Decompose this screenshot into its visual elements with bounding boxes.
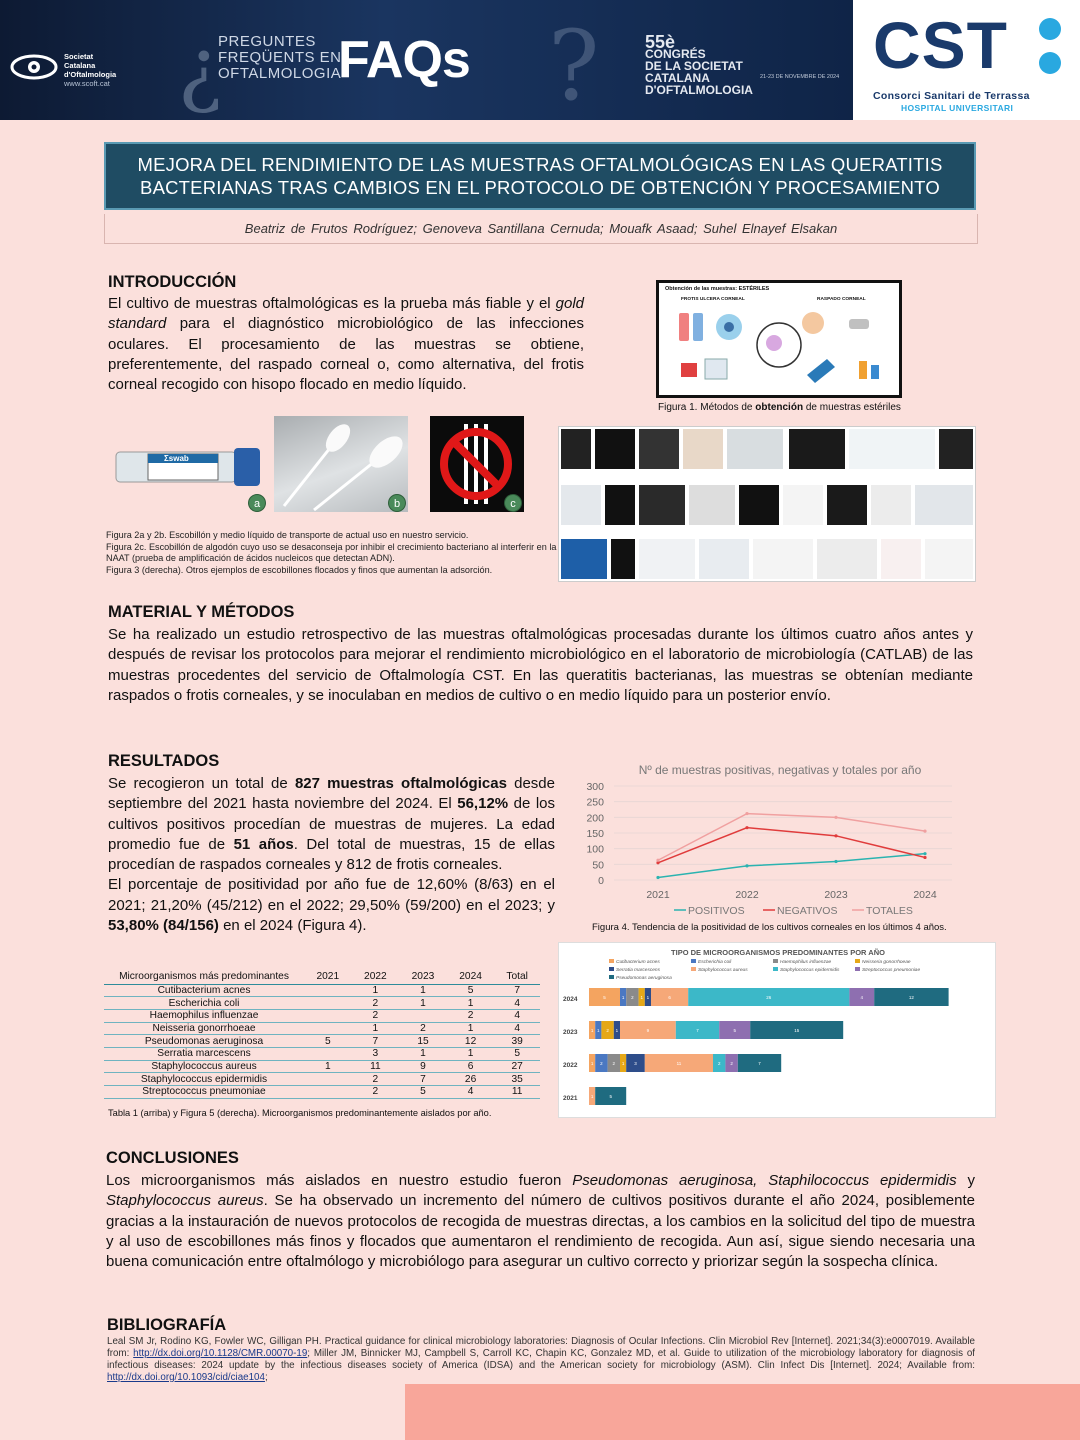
congress-banner (0, 0, 853, 120)
faq-line: FREQÜENTS EN (218, 49, 342, 66)
society-line: Catalana (64, 61, 96, 70)
count-cell: 7 (352, 1035, 400, 1048)
bar-value-label: 3 (634, 1061, 637, 1066)
count-cell: 27 (494, 1060, 540, 1073)
y-tick-label: 150 (586, 828, 604, 840)
count-cell (304, 997, 352, 1010)
data-point (923, 852, 926, 855)
data-point (923, 830, 926, 833)
bar-value-label: 1 (590, 1094, 594, 1099)
legend-label: Neisseria gonorrhoeae (862, 960, 911, 965)
table-header-row (104, 970, 540, 984)
fig-tag-b: b (388, 494, 406, 512)
count-cell (304, 1073, 352, 1086)
legend-swatch (609, 967, 614, 971)
organism-name-cell: Cutibacterium acnes (104, 984, 304, 997)
faq-subtitle (218, 34, 342, 82)
table-caption: Tabla 1 (arriba) y Figura 5 (derecha). Microorganismos predominantemente aislados por año. (108, 1108, 492, 1118)
count-cell: 5 (494, 1047, 540, 1060)
count-cell: 1 (352, 1022, 400, 1035)
count-cell: 9 (399, 1060, 447, 1073)
fig2-caption-line: Figura 2c. Escobillón de algodón cuyo uso se desaconseja por inhibir el crecimiento bacteriano al interferir en la NAAT (prueba de amplificación de ácidos nucleicos que detectan ADN). (106, 541, 557, 563)
count-cell: 4 (494, 1009, 540, 1022)
data-point (745, 826, 748, 829)
y-tick-label: 300 (586, 781, 604, 793)
conclusions-heading: CONCLUSIONES (106, 1149, 239, 1167)
data-point (745, 864, 748, 867)
figure-2c-cotton-swab (430, 416, 524, 512)
fig1-label-right: RASPADO CORNEAL (817, 297, 866, 302)
data-point (834, 860, 837, 863)
chart-title: Nº de muestras positivas, negativas y totales por año (638, 763, 922, 777)
authors: Beatriz de Frutos Rodríguez; Genoveva Santillana Cernuda; Mouafk Asaad; Suhel Elnayef Elsakan (244, 221, 838, 236)
bar-value-label: 7 (758, 1061, 761, 1066)
fig2-caption (106, 530, 558, 576)
count-cell: 1 (447, 1047, 495, 1060)
legend-swatch (691, 967, 696, 971)
series-line (658, 814, 925, 861)
swab-catalog-image (559, 427, 977, 583)
y-tick-label: 250 (586, 796, 604, 809)
bar-value-label: 1 (597, 1028, 600, 1033)
count-cell: 1 (399, 997, 447, 1010)
y-tick-label: 100 (586, 843, 604, 856)
figure-1 (656, 280, 902, 398)
swab-tube-image (110, 442, 266, 510)
fig1-caption: Figura 1. Métodos de obtención de muestras estériles (658, 402, 901, 413)
bar-value-label: 12 (908, 995, 914, 1000)
count-cell: 5 (399, 1086, 447, 1099)
footer-decor-band (405, 1384, 1080, 1440)
bar-value-label: 1 (615, 1028, 619, 1033)
legend-label: Cutibacterium acnes (616, 960, 660, 965)
fig2-caption-line: Figura 2a y 2b. Escobillón y medio líquido de transporte de actual uso en nuestro servicio. (106, 530, 469, 540)
data-point (656, 859, 659, 862)
microorganism-stacked-bar-chart (558, 942, 996, 1118)
fig-tag-a: a (248, 494, 266, 512)
bar-value-label: 5 (603, 995, 606, 1000)
figure-3-swab-catalog (558, 426, 976, 582)
table-row (104, 1047, 540, 1060)
data-point (834, 816, 837, 819)
results-paragraph: Se recogieron un total de 827 muestras oftalmológicas desde septiembre del 2021 hasta noviembre del 2024. El 56,12% de los cultivos positivos procedían de muestras de mujeres. La edad promedio fue de 51 años. Del total de muestras, 15 de ellas procedían de raspados corneales y 812 de frotis corneales. (108, 775, 555, 874)
bar-value-label: 2 (730, 1061, 733, 1066)
poster-title (104, 142, 976, 210)
count-cell: 26 (447, 1073, 495, 1086)
category-label: 2024 (563, 996, 578, 1003)
reference-text: Leal SM Jr, Rodino KG, Fowler WC, Gilligan PH. Practical guidance for clinical microbiology laboratories: Diagnosis of Ocular Infections. Clin Microbiol Rev [Internet]. 2021;34(3):e0007019. Available from: (107, 1336, 975, 1359)
bar-value-label: 1 (590, 1028, 594, 1033)
flocked-swab-image (274, 416, 408, 512)
hospital-logo (853, 0, 1080, 120)
count-cell: 1 (447, 997, 495, 1010)
fig1-illustration (659, 283, 899, 395)
table-row (104, 997, 540, 1010)
table-header: 2022 (352, 970, 400, 984)
count-cell (399, 1009, 447, 1022)
category-label: 2023 (563, 1029, 578, 1036)
x-tick-label: 2022 (735, 889, 759, 901)
question-mark-decor: ¿ (178, 22, 222, 117)
y-tick-label: 0 (598, 875, 604, 887)
count-cell: 39 (494, 1035, 540, 1048)
microorganisms-table (104, 970, 540, 1099)
organism-name-cell: Staphylococcus epidermidis (104, 1073, 304, 1086)
figure-2b-swabs (274, 416, 408, 512)
data-point (923, 856, 926, 859)
table-row (104, 1009, 540, 1022)
methods-heading: MATERIAL Y MÉTODOS (108, 603, 295, 621)
table-row (104, 1073, 540, 1086)
title-line: BACTERIANAS TRAS CAMBIOS EN EL PROTOCOLO DE OBTENCIÓN Y PROCESAMIENTO (140, 177, 940, 198)
bibliography-text (107, 1336, 975, 1384)
count-cell: 11 (352, 1060, 400, 1073)
fig1-label-left: FROTIS ULCERA CORNEAL (681, 297, 745, 302)
bar-value-label: 9 (646, 1028, 650, 1033)
table-row (104, 984, 540, 997)
organism-name-cell: Streptococcus pneumoniae (104, 1086, 304, 1099)
hospital-name: Consorci Sanitari de Terrassa (873, 90, 1030, 102)
data-point (834, 834, 837, 837)
bar-value-label: 7 (696, 1028, 699, 1033)
count-cell: 2 (447, 1009, 495, 1022)
count-cell: 12 (447, 1035, 495, 1048)
bar-value-label: 6 (668, 995, 671, 1000)
y-tick-label: 200 (586, 812, 604, 825)
count-cell: 1 (352, 984, 400, 997)
table-header: Total (494, 970, 540, 984)
congress-title (645, 32, 753, 97)
count-cell: 4 (494, 1022, 540, 1035)
count-cell: 1 (399, 1047, 447, 1060)
count-cell: 6 (447, 1060, 495, 1073)
y-tick-label: 50 (592, 859, 604, 872)
intro-heading: INTRODUCCIÓN (108, 273, 237, 291)
count-cell: 35 (494, 1073, 540, 1086)
data-point (656, 876, 659, 879)
bar-value-label: 15 (794, 1028, 800, 1033)
hospital-subtitle: HOSPITAL UNIVERSITARI (901, 103, 1014, 113)
table-row (104, 1060, 540, 1073)
fig1-inner-title: Obtención de las muestras: ESTÉRILES (665, 286, 770, 292)
organism-name-cell: Pseudomonas aeruginosa (104, 1035, 304, 1048)
table-header: 2021 (304, 970, 352, 984)
legend-swatch (609, 959, 614, 963)
bar-value-label: 5 (609, 1094, 612, 1099)
positivity-line-chart (582, 760, 978, 920)
legend-label: Streptococcus pneumoniae (862, 968, 921, 973)
reference-link[interactable]: http://dx.doi.org/10.1093/cid/ciae104 (107, 1372, 265, 1383)
fig4-caption: Figura 4. Tendencia de la positividad de los cultivos corneales en los últimos 4 años. (592, 922, 947, 933)
category-label: 2021 (563, 1095, 578, 1102)
hospital-logo-letters: CST (873, 8, 1008, 82)
count-cell (304, 984, 352, 997)
bar-value-label: 2 (606, 1028, 609, 1033)
bibliography-heading: BIBLIOGRAFÍA (107, 1316, 227, 1334)
logo-dot (1039, 18, 1061, 40)
count-cell: 5 (304, 1035, 352, 1048)
legend-label: TOTALES (866, 905, 913, 917)
logo-dot (1039, 52, 1061, 74)
faq-line: OFTALMOLOGIA (218, 65, 342, 82)
legend-swatch (855, 967, 860, 971)
chart-title: TIPO DE MICROORGANISMOS PREDOMINANTES POR AÑO (671, 948, 885, 957)
bar-value-label: 1 (621, 995, 625, 1000)
category-label: 2022 (563, 1062, 578, 1069)
count-cell: 7 (494, 984, 540, 997)
reference-link[interactable]: http://dx.doi.org/10.1128/CMR.00070-19 (133, 1348, 308, 1359)
table-row (104, 1022, 540, 1035)
results-text (108, 774, 555, 936)
legend-label: Pseudomonas aeruginosa (616, 976, 672, 981)
society-name (64, 52, 116, 88)
bar-value-label: 1 (640, 995, 643, 1000)
congress-line: CONGRÉS (645, 47, 706, 61)
bar-value-label: 2 (612, 1061, 616, 1066)
count-cell (304, 1009, 352, 1022)
x-tick-label: 2024 (913, 889, 937, 901)
count-cell: 4 (447, 1086, 495, 1099)
bar-value-label: 1 (621, 1061, 625, 1066)
organism-name-cell: Escherichia coli (104, 997, 304, 1010)
legend-label: Staphylococcus epidermidis (780, 968, 840, 973)
legend-label: Escherichia coli (698, 960, 732, 965)
authors-row (104, 214, 978, 244)
series-line (658, 854, 925, 878)
bar-value-label: 2 (631, 995, 634, 1000)
table-header: 2024 (447, 970, 495, 984)
question-mark-decor: ? (548, 10, 600, 120)
intro-text: El cultivo de muestras oftalmológicas es la prueba más fiable y el gold standard para el diagnóstico microbiológico de las infecciones oculares. El procesamiento de las muestras se obtiene, preferentemente, del raspado corneal o, como alternativa, del frotis corneal recogido con hisopo flocado en medio líquido. (108, 295, 584, 394)
count-cell: 1 (304, 1060, 352, 1073)
congress-line: CATALANA (645, 71, 710, 85)
bar-value-label: 5 (733, 1028, 736, 1033)
count-cell: 2 (352, 1086, 400, 1099)
reference-text: ; Miller JM, Binnicker MJ, Campbell S, Carroll KC, Chapin KC, Gonzalez MD, et al. Guide to utilization of the microbiology laboratory for diagnosis of infectious diseases: 2024 update by the infectious diseases society of America (IDSA) and the American society for microbiology (ASM). Clin Infect Dis [Internet]. 2024; Available from: (107, 1348, 975, 1371)
bar-value-label: 26 (766, 995, 772, 1000)
count-cell: 7 (399, 1073, 447, 1086)
legend-label: NEGATIVOS (777, 905, 838, 917)
organism-name-cell: Serratia marcescens (104, 1047, 304, 1060)
legend-label: Haemophilus influenzae (780, 960, 832, 965)
fig2-caption-line: Figura 3 (derecha). Otros ejemplos de escobillones flocados y finos que aumentan la adsorción. (106, 564, 493, 575)
data-point (745, 812, 748, 815)
legend-swatch (773, 967, 778, 971)
legend-swatch (691, 959, 696, 963)
count-cell: 11 (494, 1086, 540, 1099)
congress-number: 55è (645, 32, 676, 52)
conclusions-text: Los microorganismos más aislados en nuestro estudio fueron Pseudomonas aeruginosa, Staphilococcus epidermidis y Staphylococcus aureus. Se ha observado un incremento del número de cultivos positivos durante el año 2024, posiblemente gracias a la instauración de nuevos protocolos de recogida de muestras directas, a los cambios en la solicitud del tipo de muestra y al uso de escobillones más finos y flocados que aumentaron el rendimiento de recogida. Aun así, sigue siendo necesaria una buena comunicación entre oftalmólogo y microbiólogo para asegurar un cultivo correcto y priorizar según la sospecha clínica. (106, 1172, 975, 1271)
title-line: MEJORA DEL RENDIMIENTO DE LAS MUESTRAS OFTALMOLÓGICAS EN LAS QUERATITIS (137, 154, 943, 175)
bar-value-label: 4 (860, 995, 864, 1000)
count-cell (304, 1022, 352, 1035)
organism-name-cell: Haemophilus influenzae (104, 1009, 304, 1022)
results-paragraph: El porcentaje de positividad por año fue de 12,60% (8/63) en el 2021; 21,20% (45/212) en el 2022; 29,50% (59/200) en el 2023; y 53,80% (84/156) en el 2024 (Figura 4). (108, 876, 555, 935)
swab-brand: Σswab (164, 454, 189, 463)
count-cell: 2 (352, 997, 400, 1010)
organism-name-cell: Neisseria gonorrhoeae (104, 1022, 304, 1035)
count-cell: 5 (447, 984, 495, 997)
count-cell (304, 1047, 352, 1060)
count-cell: 1 (399, 984, 447, 997)
congress-date: 21-23 DE NOVEMBRE DE 2024 (760, 74, 840, 80)
legend-label: Serratia marcescens (616, 968, 660, 973)
x-tick-label: 2023 (824, 889, 848, 901)
bar-value-label: 2 (600, 1061, 603, 1066)
results-heading: RESULTADOS (108, 752, 220, 770)
faq-logo-text: FAQs (338, 31, 470, 89)
bar-value-label: 1 (646, 995, 650, 1000)
x-tick-label: 2021 (646, 889, 670, 901)
faq-line: PREGUNTES (218, 33, 316, 50)
count-cell (304, 1086, 352, 1099)
table-header: 2023 (399, 970, 447, 984)
count-cell: 15 (399, 1035, 447, 1048)
bar-value-label: 2 (717, 1061, 721, 1066)
methods-text: Se ha realizado un estudio retrospectivo de las muestras oftalmológicas procesadas durante los últimos cuatro años antes y después de revisar los protocolos para mejorar el rendimiento microbiológico en el laboratorio de microbiología (CATLAB) de las muestras procedentes del servicio de Oftalmología CST. En las queratitis bacterianas, las muestras se obtenían mediante raspados o frotis corneales, y se inoculaban en medios de cultivo o en medio líquido para un posterior envío. (108, 626, 973, 704)
count-cell: 4 (494, 997, 540, 1010)
congress-line: D'OFTALMOLOGIA (645, 83, 753, 97)
legend-swatch (773, 959, 778, 963)
table-header: Microorganismos más predominantes (104, 970, 304, 984)
reference-text: ; (264, 1372, 268, 1383)
figure-2a-tube (110, 442, 266, 510)
legend-swatch (855, 959, 860, 963)
bar-value-label: 11 (676, 1061, 682, 1066)
legend-label: POSITIVOS (688, 905, 745, 917)
organism-name-cell: Staphylococcus aureus (104, 1060, 304, 1073)
bar-value-label: 1 (590, 1061, 594, 1066)
count-cell: 3 (352, 1047, 400, 1060)
society-line: Societat (64, 52, 94, 61)
count-cell: 2 (399, 1022, 447, 1035)
count-cell: 2 (352, 1009, 400, 1022)
table-row (104, 1086, 540, 1099)
society-url: www.scoft.cat (64, 79, 110, 88)
legend-label: Staphylococcus aureus (698, 968, 748, 973)
society-eye-logo (10, 52, 58, 82)
fig-tag-c: c (504, 494, 522, 512)
table-row (104, 1035, 540, 1048)
legend-swatch (609, 975, 614, 979)
society-line: d'Oftalmologia (64, 70, 117, 79)
count-cell: 1 (447, 1022, 495, 1035)
congress-line: DE LA SOCIETAT (645, 59, 743, 73)
count-cell: 2 (352, 1073, 400, 1086)
